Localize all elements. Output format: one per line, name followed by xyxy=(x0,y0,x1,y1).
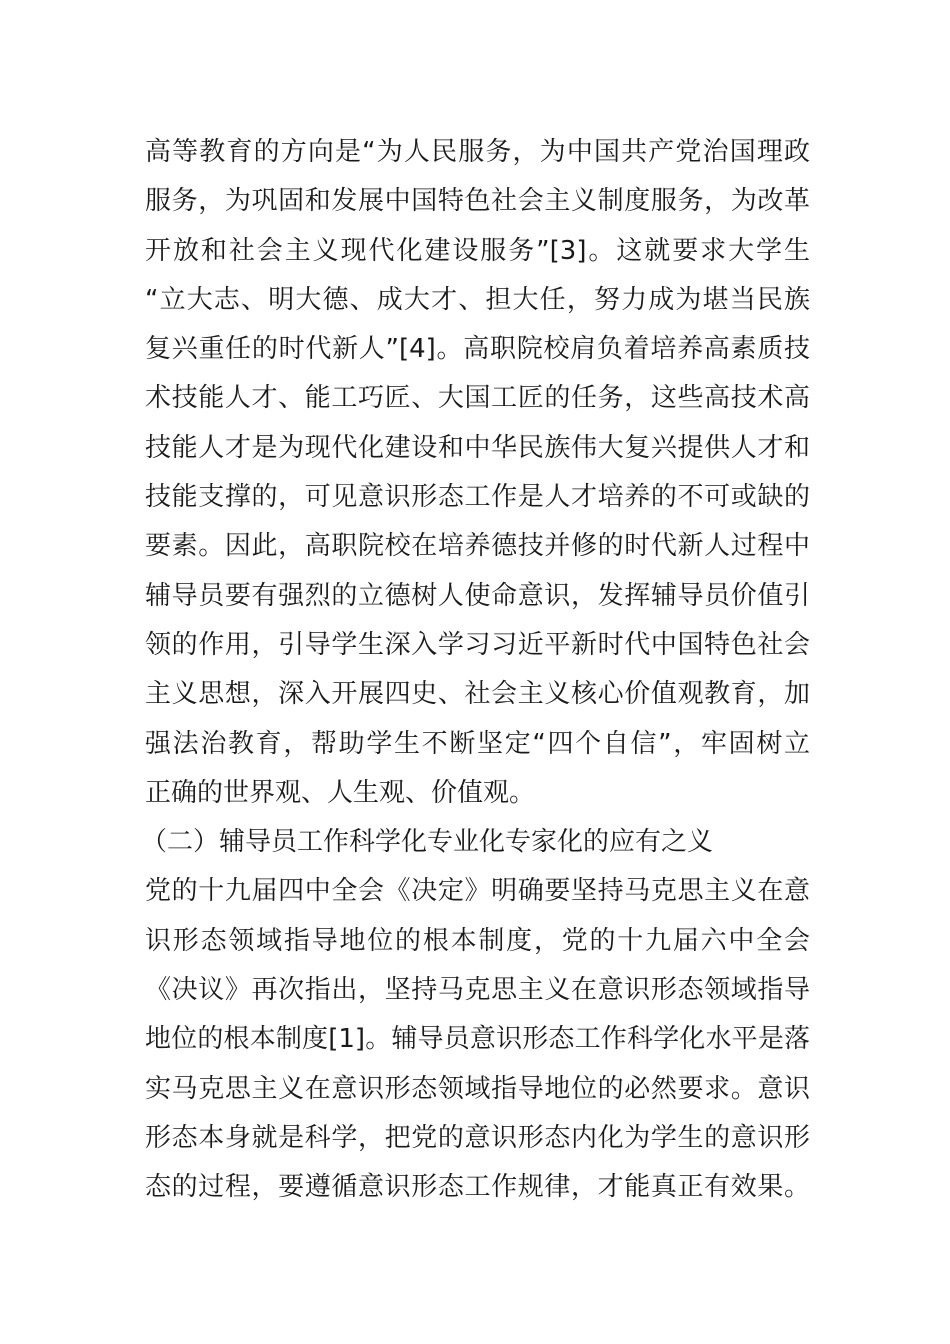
document-body xyxy=(141,128,810,1213)
paragraph-line: 领的作用，引导学生深入学习习近平新时代中国特色社会 xyxy=(145,629,810,660)
paragraph-line: 正确的世界观、人生观、价值观。 xyxy=(145,777,536,808)
section-heading: （二）辅导员工作科学化专业化专家化的应有之义 xyxy=(141,827,714,858)
paragraph-line: 识形态领域指导地位的根本制度，党的十九届六中全会 xyxy=(145,925,810,956)
paragraph-line: 开放和社会主义现代化建设服务”[3]。这就要求大学生 xyxy=(145,235,810,266)
paragraph-2 xyxy=(145,867,810,1212)
paragraph-line: 党的十九届四中全会《决定》明确要坚持马克思主义在意 xyxy=(145,876,810,907)
paragraph-line: 技能人才是为现代化建设和中华民族伟大复兴提供人才和 xyxy=(145,432,810,463)
paragraph-line: “立大志、明大德、成大才、担大任，努力成为堪当民族 xyxy=(145,284,810,315)
paragraph-line: 主义思想，深入开展四史、社会主义核心价值观教育，加 xyxy=(145,679,810,710)
paragraph-line: 形态本身就是科学，把党的意识形态内化为学生的意识形 xyxy=(145,1122,810,1153)
paragraph-line: 《决议》再次指出，坚持马克思主义在意识形态领域指导 xyxy=(145,975,810,1006)
paragraph-line: 辅导员要有强烈的立德树人使命意识，发挥辅导员价值引 xyxy=(145,580,810,611)
paragraph-line: 高等教育的方向是“为人民服务，为中国共产党治国理政 xyxy=(145,137,810,167)
paragraph-line: 服务，为巩固和发展中国特色社会主义制度服务，为改革 xyxy=(145,186,810,217)
paragraph-line: 态的过程，要遵循意识形态工作规律，才能真正有效果。 xyxy=(145,1172,810,1203)
paragraph-line: 实马克思主义在意识形态领域指导地位的必然要求。意识 xyxy=(145,1073,810,1104)
paragraph-line: 强法治教育，帮助学生不断坚定“四个自信”，牢固树立 xyxy=(145,728,810,759)
paragraph-line: 技能支撑的，可见意识形态工作是人才培养的不可或缺的 xyxy=(145,482,810,513)
paragraph-line: 术技能人才、能工巧匠、大国工匠的任务，这些高技术高 xyxy=(145,383,810,414)
paragraph-line: 要素。因此，高职院校在培养德技并修的时代新人过程中 xyxy=(145,531,810,562)
paragraph-line: 复兴重任的时代新人”[4]。高职院校肩负着培养高素质技 xyxy=(145,334,810,365)
paragraph-1 xyxy=(145,128,810,818)
paragraph-line: 地位的根本制度[1]。辅导员意识形态工作科学化水平是落 xyxy=(145,1024,810,1055)
